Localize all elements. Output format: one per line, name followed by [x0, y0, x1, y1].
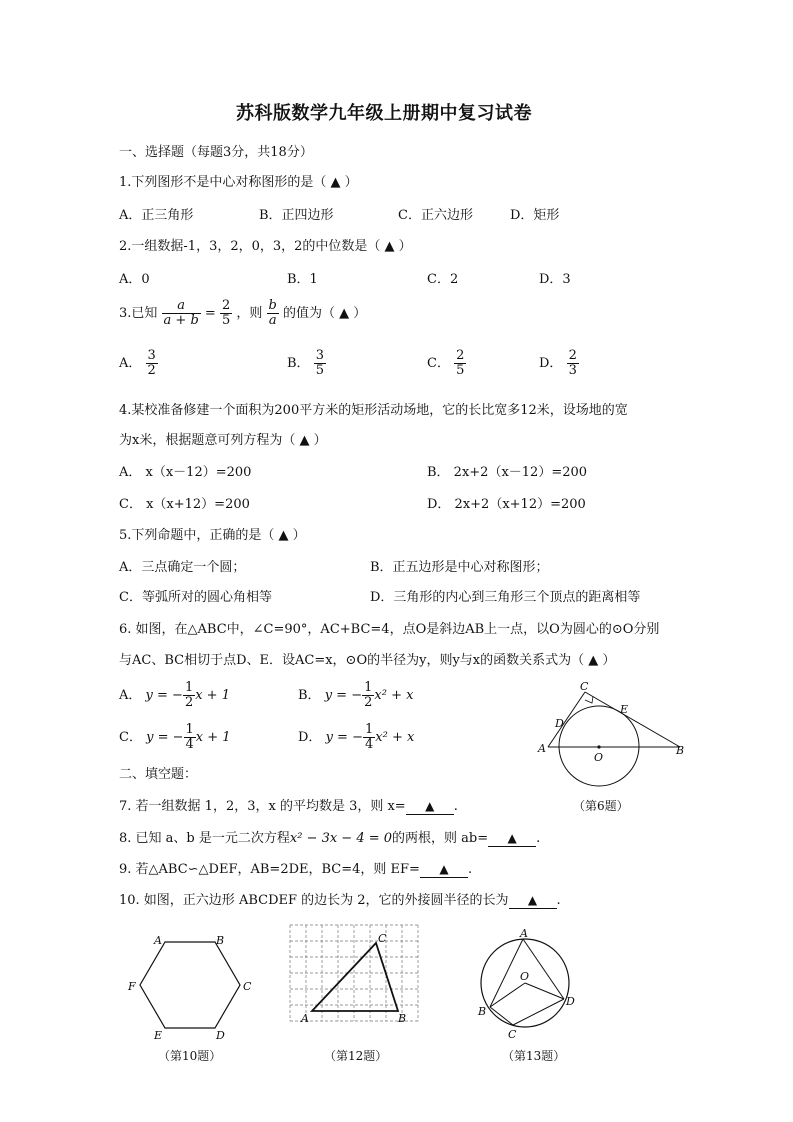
fraction-numerator: 2	[456, 348, 465, 363]
period: .	[453, 799, 458, 814]
chord-cd	[513, 999, 564, 1025]
formula-lhs: y = −	[324, 688, 363, 703]
fraction-denominator: 2	[364, 695, 373, 710]
question-9-text: 9. 若△ABC∽△DEF，AB=2DE，BC=4，则 EF=	[119, 862, 420, 877]
question-2-option-a: A．0	[119, 272, 150, 287]
vertex-label-d: D	[566, 995, 575, 1008]
fraction-numerator: 1	[364, 722, 374, 737]
fraction-numerator: 2	[221, 298, 231, 313]
equals-sign: =	[204, 306, 216, 321]
formula-lhs: y = −	[325, 730, 363, 745]
question-2-option-c: C．2	[427, 272, 459, 287]
fraction-denominator: 2	[184, 695, 194, 710]
figure-12-grid-triangle	[290, 925, 430, 1035]
option-fraction	[183, 681, 195, 710]
vertex-label-b: B	[478, 1005, 487, 1018]
fraction-denominator: 5	[221, 313, 231, 328]
answer-blank: ▲	[488, 830, 536, 847]
fraction-b-over-a	[267, 299, 279, 328]
figure-13-circle	[470, 925, 590, 1045]
answer-blank: ▲	[509, 892, 557, 909]
vertex-label-a: A	[154, 934, 162, 947]
option-fraction	[146, 349, 158, 378]
question-6-stem-line1: 6. 如图，在△ABC中，∠C=90°，AC+BC=4，点O是斜边AB上一点，以O为圆心的⊙O分别	[119, 622, 660, 637]
period: .	[467, 862, 473, 877]
formula-lhs: y = −	[146, 730, 184, 745]
fraction-numerator: 1	[184, 680, 194, 695]
question-6-option-b	[298, 680, 413, 712]
question-7	[119, 798, 458, 815]
option-fraction	[362, 681, 374, 710]
formula-rhs: x + 1	[195, 688, 230, 703]
figure-10-caption: （第10题）	[158, 1049, 222, 1063]
side-ac	[548, 692, 585, 747]
question-1-stem: 1.下列图形不是中心对称图形的是（ ▲ ）	[119, 175, 358, 190]
fraction-denominator: 5	[456, 363, 465, 378]
question-4-option-b: B． 2x+2（x－12）=200	[427, 465, 588, 480]
option-label: A．	[119, 356, 142, 371]
fraction-denominator: a + b	[163, 313, 199, 328]
chord-ab	[490, 939, 523, 1007]
question-4-option-d: D． 2x+2（x+12）=200	[427, 497, 586, 512]
question-3-option-d	[539, 348, 579, 380]
question-3-stem	[119, 298, 366, 330]
answer-blank: ▲	[420, 861, 468, 878]
option-fraction	[567, 349, 579, 378]
period: .	[556, 893, 561, 908]
figure-13-caption: （第13题）	[502, 1049, 566, 1063]
vertex-label-d: D	[216, 1029, 225, 1042]
vertex-label-b: B	[676, 744, 685, 757]
section-heading-fill: 二、填空题：	[119, 767, 198, 782]
fraction-denominator: 3	[568, 363, 577, 378]
question-10-text: 10. 如图，正六边形 ABCDEF 的边长为 2，它的外接圆半径的长为	[119, 893, 509, 908]
formula-lhs: y = −	[145, 688, 183, 703]
chord-bc	[490, 1007, 513, 1025]
figure-6-caption: （第6题）	[573, 799, 629, 813]
option-fraction	[454, 349, 466, 378]
question-5-option-c: C．等弧所对的圆心角相等	[119, 590, 272, 605]
option-fraction	[363, 723, 375, 752]
fraction-denominator: 4	[364, 737, 374, 752]
option-label: D．	[539, 356, 563, 371]
question-6-option-c	[119, 722, 231, 754]
question-5-option-b: B．正五边形是中心对称图形；	[370, 560, 549, 575]
question-4-stem-line1: 4.某校准备修建一个面积为200平方米的矩形活动场地，它的长比宽多12米，设场地的宽	[119, 403, 628, 418]
question-1-option-a: A．正三角形	[119, 208, 194, 223]
vertex-label-c: C	[580, 680, 589, 693]
formula-rhs: x² + x	[374, 688, 414, 703]
vertex-label-b: B	[398, 1012, 407, 1025]
right-angle-mark	[585, 696, 593, 703]
fraction-numerator: a	[162, 299, 201, 314]
fraction-denominator: a	[268, 313, 277, 328]
figure-12-caption: （第12题）	[324, 1049, 388, 1063]
point-label-e: E	[620, 703, 629, 716]
formula-rhs: x + 1	[195, 730, 231, 745]
vertex-label-c: C	[378, 932, 387, 945]
fraction-numerator: 1	[364, 680, 373, 695]
vertex-label-a: A	[520, 927, 528, 940]
option-label: B．	[298, 688, 321, 703]
option-label: C．	[119, 730, 142, 745]
triangle-abc	[312, 943, 398, 1011]
vertex-label-c: C	[243, 980, 252, 993]
vertex-label-e: E	[154, 1029, 163, 1042]
fraction-numerator: b	[268, 298, 277, 313]
fraction-numerator: 1	[185, 722, 194, 737]
answer-blank: ▲	[406, 798, 454, 815]
formula-rhs: x² + x	[375, 730, 415, 745]
question-1-option-c: C．正六边形	[398, 208, 473, 223]
question-4-option-c: C． x（x+12）=200	[119, 497, 250, 512]
period: .	[536, 831, 541, 846]
fraction-numerator: 3	[147, 348, 156, 363]
question-3-prefix: 3.已知	[119, 306, 158, 321]
side-bc	[585, 692, 680, 747]
option-label: C．	[427, 356, 450, 371]
vertex-label-f: F	[128, 980, 136, 993]
fraction-2-over-5	[220, 299, 232, 328]
fraction-numerator: 3	[315, 348, 324, 363]
point-label-d: D	[555, 717, 564, 730]
point-label-o: O	[594, 751, 604, 764]
question-8	[119, 830, 540, 847]
question-6-option-d	[298, 722, 414, 754]
question-8-text-2: 的两根，则 ab=	[392, 831, 489, 846]
section-heading-choice: 一、选择题（每题3分，共18分）	[119, 145, 313, 160]
center-point-o	[597, 745, 600, 748]
question-6-stem-line2: 与AC、BC相切于点D、E．设AC=x，⊙O的半径为y，则y与x的函数关系式为（ ▲ ）	[119, 653, 616, 668]
vertex-label-c: C	[508, 1028, 517, 1041]
question-1-option-b: B．正四边形	[259, 208, 334, 223]
fraction-numerator: 2	[568, 348, 577, 363]
vertex-label-a: A	[538, 742, 546, 755]
option-label: A．	[119, 688, 142, 703]
question-9	[119, 861, 472, 878]
chord-ad	[523, 939, 564, 999]
fraction-denominator: 5	[315, 363, 324, 378]
question-8-text: 8. 已知 a、b 是一元二次方程	[119, 831, 290, 846]
question-2-option-b: B．1	[287, 272, 318, 287]
question-3-suffix: 的值为（ ▲ ）	[283, 306, 367, 321]
option-fraction	[314, 349, 326, 378]
question-3-mid: ，则	[236, 306, 263, 321]
fraction-denominator: 4	[185, 737, 194, 752]
center-label-o: O	[520, 970, 530, 983]
option-fraction	[184, 723, 196, 752]
question-10	[119, 892, 561, 909]
grid-lines	[290, 925, 420, 1021]
question-1-option-d: D．矩形	[510, 208, 560, 223]
option-label: B．	[287, 356, 310, 371]
question-5-stem: 5.下列命题中，正确的是（ ▲ ）	[119, 528, 306, 543]
question-2-option-d: D．3	[539, 272, 571, 287]
question-5-option-a: A．三点确定一个圆；	[119, 560, 246, 575]
question-4-option-a: A． x（x－12）=200	[119, 465, 252, 480]
radius-ob	[490, 983, 525, 1007]
question-3-option-a	[119, 348, 158, 380]
question-2-stem: 2.一组数据-1，3，2，0，3，2的中位数是（ ▲ ）	[119, 239, 412, 254]
option-label: D．	[298, 730, 322, 745]
fraction-a-over-a-plus-b	[162, 299, 201, 328]
page-title: 苏科版数学九年级上册期中复习试卷	[236, 103, 532, 124]
vertex-label-a: A	[301, 1012, 309, 1025]
equation: x² − 3x − 4 = 0	[289, 831, 393, 846]
question-4-stem-line2: 为x米，根据题意可列方程为（ ▲ ）	[119, 433, 327, 448]
question-6-option-a	[119, 680, 230, 712]
question-5-option-d: D．三角形的内心到三角形三个顶点的距离相等	[370, 590, 641, 605]
fraction-denominator: 2	[147, 363, 156, 378]
hexagon-abcdef	[140, 942, 240, 1028]
question-3-option-b	[287, 348, 326, 380]
vertex-label-b: B	[216, 934, 225, 947]
figure-6-diagram	[530, 680, 695, 795]
question-3-option-c	[427, 348, 466, 380]
question-7-text: 7. 若一组数据 1，2，3，x 的平均数是 3，则 x=	[119, 799, 406, 814]
figure-10-hexagon	[120, 930, 260, 1045]
